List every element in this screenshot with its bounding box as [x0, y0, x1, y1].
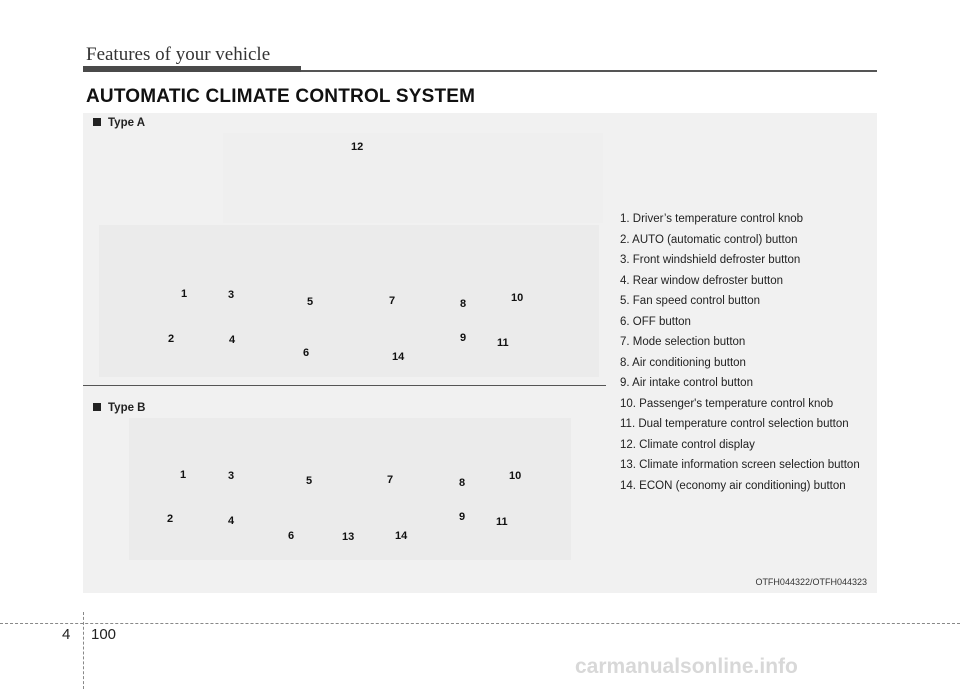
type-a-callout-14: 14	[392, 351, 405, 363]
legend-item: 4. Rear window defroster button	[620, 274, 784, 287]
type-b-callout-4: 4	[228, 515, 235, 527]
legend-item: 1. Driver’s temperature control knob	[620, 213, 804, 225]
type-a-callout-12: 12	[351, 141, 364, 153]
header-rule-thin	[301, 70, 877, 72]
type-b-label-text: Type B	[108, 402, 146, 414]
type-b-callout-5: 5	[306, 475, 313, 487]
type-b-callout-10: 10	[509, 470, 522, 482]
bullet-square-icon	[93, 118, 101, 126]
type-a-control-panel	[99, 225, 599, 377]
page-number: 100	[91, 626, 117, 643]
type-a-display-panel	[223, 133, 603, 223]
legend-item: 9. Air intake control button	[620, 377, 753, 389]
type-a-label-text: Type A	[108, 117, 146, 129]
type-a-callout-4: 4	[229, 334, 236, 346]
section-title: AUTOMATIC CLIMATE CONTROL SYSTEM	[86, 86, 476, 107]
type-a-callout-5: 5	[307, 296, 314, 308]
running-header: Features of your vehicle	[86, 44, 271, 65]
figure	[83, 113, 877, 593]
type-b-callout-13: 13	[342, 531, 355, 543]
chapter-number: 4	[62, 626, 71, 643]
type-b-callout-3: 3	[228, 470, 235, 482]
type-a-callout-6: 6	[303, 347, 310, 359]
legend-item: 7. Mode selection button	[620, 336, 746, 348]
type-a-callout-9: 9	[460, 332, 467, 344]
type-b-callout-9: 9	[459, 511, 466, 523]
bullet-square-icon	[93, 403, 101, 411]
legend-item: 3. Front windshield defroster button	[620, 254, 801, 266]
type-b-callout-14: 14	[395, 530, 408, 542]
type-b-callout-8: 8	[459, 477, 466, 489]
legend-item: 12. Climate control display	[620, 438, 755, 451]
type-a-callout-3: 3	[228, 289, 235, 301]
legend-item: 8. Air conditioning button	[620, 356, 746, 369]
type-a-label	[93, 117, 145, 129]
type-b-callout-2: 2	[167, 513, 174, 525]
type-b-callout-1: 1	[180, 469, 187, 481]
legend-item: 6. OFF button	[620, 315, 691, 328]
type-b-callout-6: 6	[288, 530, 295, 542]
type-a-callout-2: 2	[168, 333, 175, 345]
type-a-callout-10: 10	[511, 292, 524, 304]
legend-list	[620, 209, 860, 496]
type-b-callout-7: 7	[387, 474, 394, 486]
type-a-callout-11: 11	[497, 337, 509, 349]
image-code: OTFH044322/OTFH044323	[755, 577, 867, 587]
legend-item: 13. Climate information screen selection button	[620, 459, 860, 471]
legend-item: 10. Passenger's temperature control knob	[620, 397, 834, 410]
legend-item: 14. ECON (economy air conditioning) button	[620, 479, 846, 492]
header-rule-thick	[83, 66, 301, 72]
page-rule	[0, 623, 960, 624]
page-vrule	[83, 612, 84, 689]
type-a-callout-7: 7	[389, 295, 396, 307]
type-a-callout-1: 1	[181, 288, 188, 300]
watermark: carmanualsonline.info	[575, 655, 798, 678]
legend-item: 11. Dual temperature control selection button	[620, 418, 849, 430]
legend-item: 2. AUTO (automatic control) button	[620, 233, 798, 246]
type-a-callout-8: 8	[460, 298, 467, 310]
type-b-label	[93, 402, 146, 414]
legend-item: 5. Fan speed control button	[620, 295, 761, 307]
type-b-callout-11: 11	[496, 516, 508, 528]
figure-divider	[83, 385, 606, 386]
